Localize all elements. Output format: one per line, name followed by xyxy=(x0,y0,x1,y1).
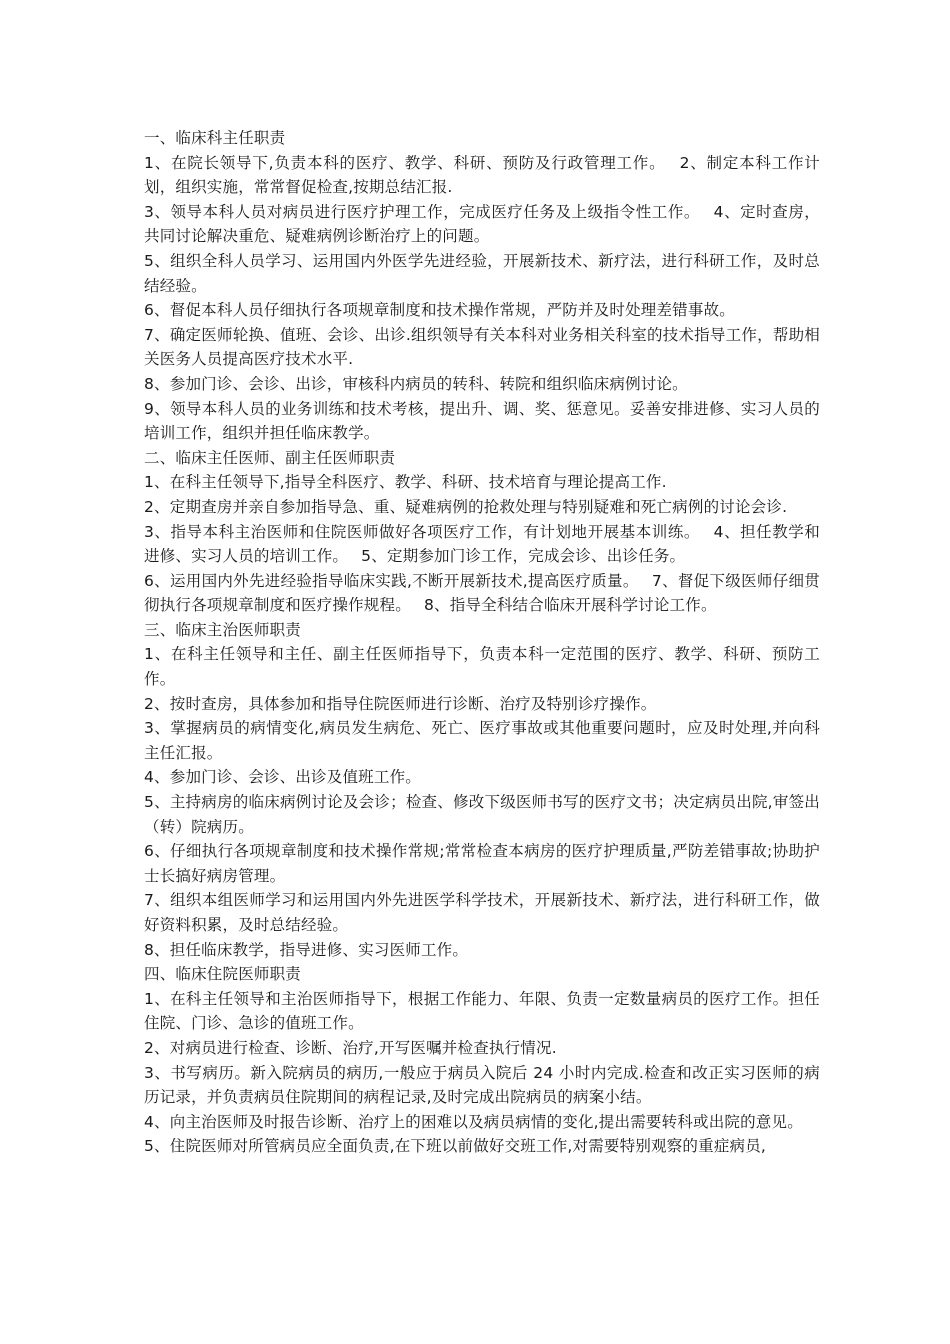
paragraph: 3、领导本科人员对病员进行医疗护理工作，完成医疗任务及上级指令性工作。 4、定时查房，共同讨论解决重危、疑难病例诊断治疗上的问题。 xyxy=(144,202,820,246)
section-heading: 二、临床主任医师、副主任医师职责 xyxy=(144,448,396,467)
paragraph: 7、确定医师轮换、值班、会诊、出诊.组织领导有关本科对业务相关科室的技术指导工作，帮助相关医务人员提高医疗技术水平. xyxy=(144,325,820,369)
paragraph: 6、仔细执行各项规章制度和技术操作常规;常常检查本病房的医疗护理质量,严防差错事故;协助护士长搞好病房管理。 xyxy=(144,842,820,885)
section-heading: 三、临床主治医师职责 xyxy=(144,620,302,639)
paragraph: 1、在科主任领导下,指导全科医疗、教学、科研、技术培育与理论提高工作. xyxy=(144,473,667,492)
section-heading: 四、临床住院医师职责 xyxy=(144,965,302,984)
paragraph: 2、对病员进行检查、诊断、治疗,开写医嘱并检查执行情况. xyxy=(144,1038,557,1057)
paragraph: 3、书写病历。新入院病员的病历,一般应于病员入院后 24 小时内完成.检查和改正实习医师的病历记录，并负责病员住院期间的病程记录,及时完成出院病员的病案小结。 xyxy=(144,1063,820,1107)
section-heading: 一、临床科主任职责 xyxy=(144,129,286,147)
paragraph: 7、组织本组医师学习和运用国内外先进医学科学技术，开展新技术、新疗法，进行科研工作，做好资料积累，及时总结经验。 xyxy=(144,891,820,934)
paragraph: 1、在科主任领导和主治医师指导下，根据工作能力、年限、负责一定数量病员的医疗工作。担任住院、门诊、急诊的值班工作。 xyxy=(144,989,820,1033)
document-page xyxy=(144,126,820,1159)
paragraph: 3、指导本科主治医师和住院医师做好各项医疗工作，有计划地开展基本训练。 4、担任教学和进修、实习人员的培训工作。 5、定期参加门诊工作，完成会诊、出诊任务。 xyxy=(144,522,820,566)
paragraph: 2、定期查房并亲自参加指导急、重、疑难病例的抢救处理与特别疑难和死亡病例的讨论会诊. xyxy=(144,497,788,516)
paragraph: 1、在院长领导下,负责本科的医疗、教学、科研、预防及行政管理工作。 2、制定本科工作计划，组织实施，常常督促检查,按期总结汇报. xyxy=(144,153,820,197)
paragraph: 8、担任临床教学，指导进修、实习医师工作。 xyxy=(144,940,469,959)
paragraph: 6、运用国内外先进经验指导临床实践,不断开展新技术,提高医疗质量。 7、督促下级医师仔细贯彻执行各项规章制度和医疗操作规程。 8、指导全科结合临床开展科学讨论工作。 xyxy=(144,571,820,615)
paragraph: 1、在科主任领导和主任、副主任医师指导下，负责本科一定范围的医疗、教学、科研、预防工作。 xyxy=(144,645,820,689)
paragraph: 9、领导本科人员的业务训练和技术考核，提出升、调、奖、惩意见。妥善安排进修、实习人员的培训工作，组织并担任临床教学。 xyxy=(144,399,820,443)
paragraph: 8、参加门诊、会诊、出诊，审核科内病员的转科、转院和组织临床病例讨论。 xyxy=(144,374,688,393)
paragraph: 3、掌握病员的病情变化,病员发生病危、死亡、医疗事故或其他重要问题时，应及时处理,并向科主任汇报。 xyxy=(144,719,820,762)
paragraph: 4、参加门诊、会诊、出诊及值班工作。 xyxy=(144,768,421,787)
paragraph: 5、住院医师对所管病员应全面负责,在下班以前做好交班工作,对需要特别观察的重症病员, xyxy=(144,1137,767,1156)
paragraph: 5、组织全科人员学习、运用国内外医学先进经验，开展新技术、新疗法，进行科研工作，及时总结经验。 xyxy=(144,251,820,295)
paragraph: 6、督促本科人员仔细执行各项规章制度和技术操作常规，严防并及时处理差错事故。 xyxy=(144,301,735,320)
paragraph: 2、按时查房，具体参加和指导住院医师进行诊断、治疗及特别诊疗操作。 xyxy=(144,694,657,713)
paragraph: 4、向主治医师及时报告诊断、治疗上的困难以及病员病情的变化,提出需要转科或出院的意见。 xyxy=(144,1112,803,1131)
paragraph: 5、主持病房的临床病例讨论及会诊；检查、修改下级医师书写的医疗文书；决定病员出院,审签出（转）院病历。 xyxy=(144,793,820,836)
